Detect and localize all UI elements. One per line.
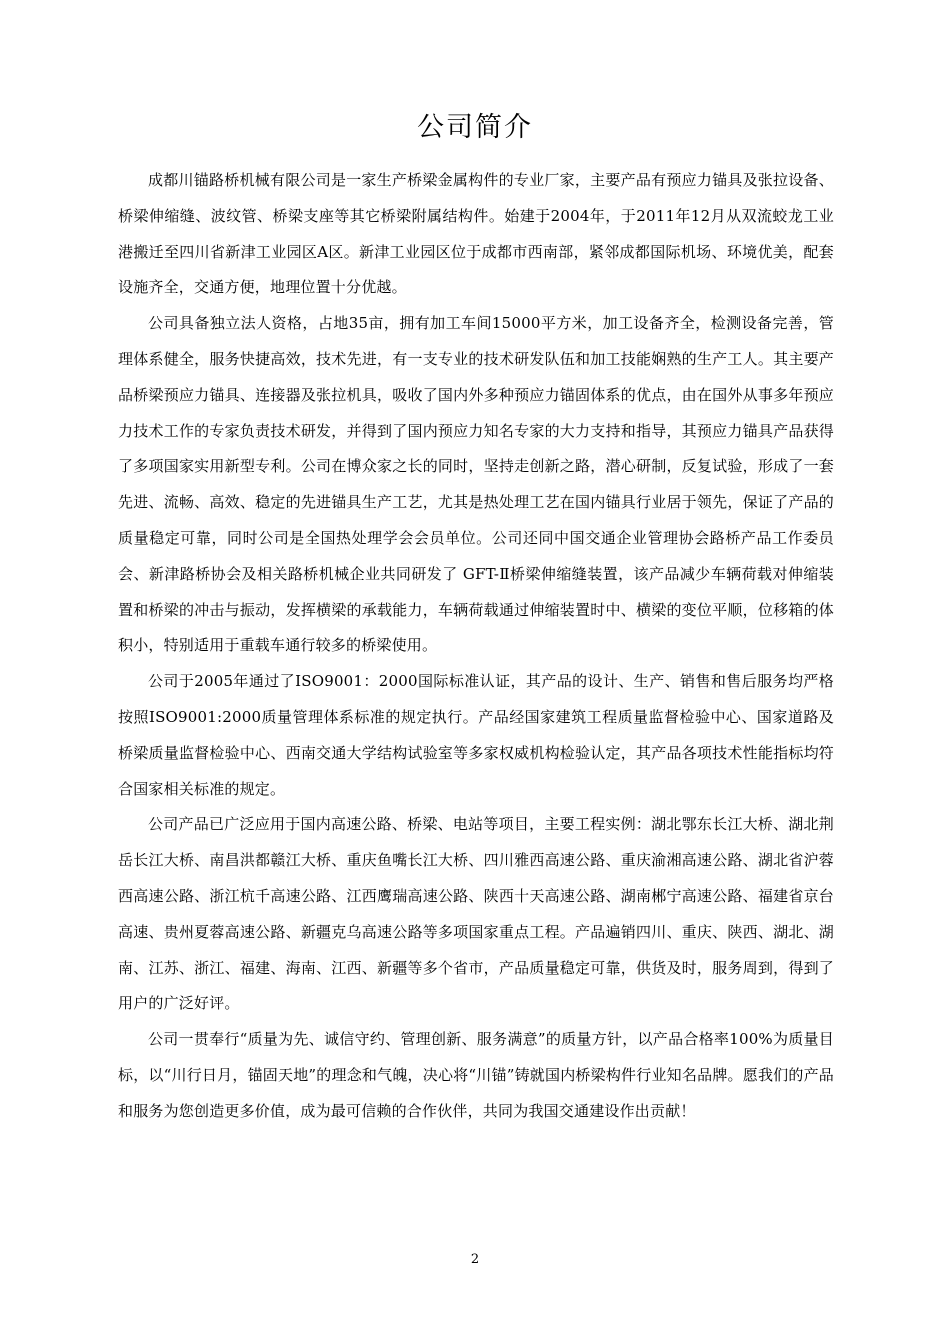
- paragraph-certification: 公司于2005年通过了ISO9001：2000国际标准认证，其产品的设计、生产、销售和售后服务均严格按照ISO9001:2000质量管理体系标准的规定执行。产品经国家建筑工程质量监督检验中心、国家道路及桥梁质量监督检验中心、西南交通大学结构试验室等多家权威机构检验认定，其产品各项技术性能指标均符合国家相关标准的规定。: [118, 672, 834, 798]
- paragraph-projects: 公司产品已广泛应用于国内高速公路、桥梁、电站等项目，主要工程实例：湖北鄂东长江大桥、湖北荆岳长江大桥、南昌洪都赣江大桥、重庆鱼嘴长江大桥、四川雅西高速公路、重庆渝湘高速公路、湖北省沪蓉西高速公路、浙江杭千高速公路、江西鹰瑞高速公路、陕西十天高速公路、湖南郴宁高速公路、福建省京台高速、贵州夏蓉高速公路、新疆克乌高速公路等多项国家重点工程。产品遍销四川、重庆、陕西、湖北、湖南、江苏、浙江、福建、海南、江西、新疆等多个省市，产品质量稳定可靠，供货及时，服务周到，得到了用户的广泛好评。: [118, 815, 834, 1013]
- paragraph-quality-policy: 公司一贯奉行“质量为先、诚信守约、管理创新、服务满意”的质量方针，以产品合格率100%为质量目标，以“川行日月，锚固天地”的理念和气魄，决心将“川锚”铸就国内桥梁构件行业知名品牌。愿我们的产品和服务为您创造更多价值，成为最可信赖的合作伙伴，共同为我国交通建设作出贡献！: [118, 1030, 834, 1120]
- document-body: [118, 163, 834, 1130]
- paragraph-company-overview: 成都川锚路桥机械有限公司是一家生产桥梁金属构件的专业厂家，主要产品有预应力锚具及张拉设备、桥梁伸缩缝、波纹管、桥梁支座等其它桥梁附属结构件。始建于2004年，于2011年12月从双流蛟龙工业港搬迁至四川省新津工业园区A区。新津工业园区位于成都市西南部，紧邻成都国际机场、环境优美，配套设施齐全，交通方便，地理位置十分优越。: [118, 171, 834, 297]
- page-title: 公司简介: [417, 112, 533, 143]
- page-number: 2: [470, 1252, 480, 1267]
- paragraph-capabilities: 公司具备独立法人资格，占地35亩，拥有加工车间15000平方米，加工设备齐全，检测设备完善，管理体系健全，服务快捷高效，技术先进，有一支专业的技术研发队伍和加工技能娴熟的生产工人。其主要产品桥梁预应力锚具、连接器及张拉机具，吸收了国内外多种预应力锚固体系的优点，由在国外从事多年预应力技术工作的专家负责技术研发，并得到了国内预应力知名专家的大力支持和指导，其预应力锚具产品获得了多项国家实用新型专利。公司在博众家之长的同时，坚持走创新之路，潜心研制，反复试验，形成了一套先进、流畅、高效、稳定的先进锚具生产工艺，尤其是热处理工艺在国内锚具行业居于领先，保证了产品的质量稳定可靠，同时公司是全国热处理学会会员单位。公司还同中国交通企业管理协会路桥产品工作委员会、新津路桥协会及相关路桥机械企业共同研发了 GFT-Ⅱ桥梁伸缩缝装置，该产品减少车辆荷载对伸缩装置和桥梁的冲击与振动，发挥横梁的承载能力，车辆荷载通过伸缩装置时中、横梁的变位平顺，位移箱的体积小，特别适用于重载车通行较多的桥梁使用。: [118, 314, 834, 655]
